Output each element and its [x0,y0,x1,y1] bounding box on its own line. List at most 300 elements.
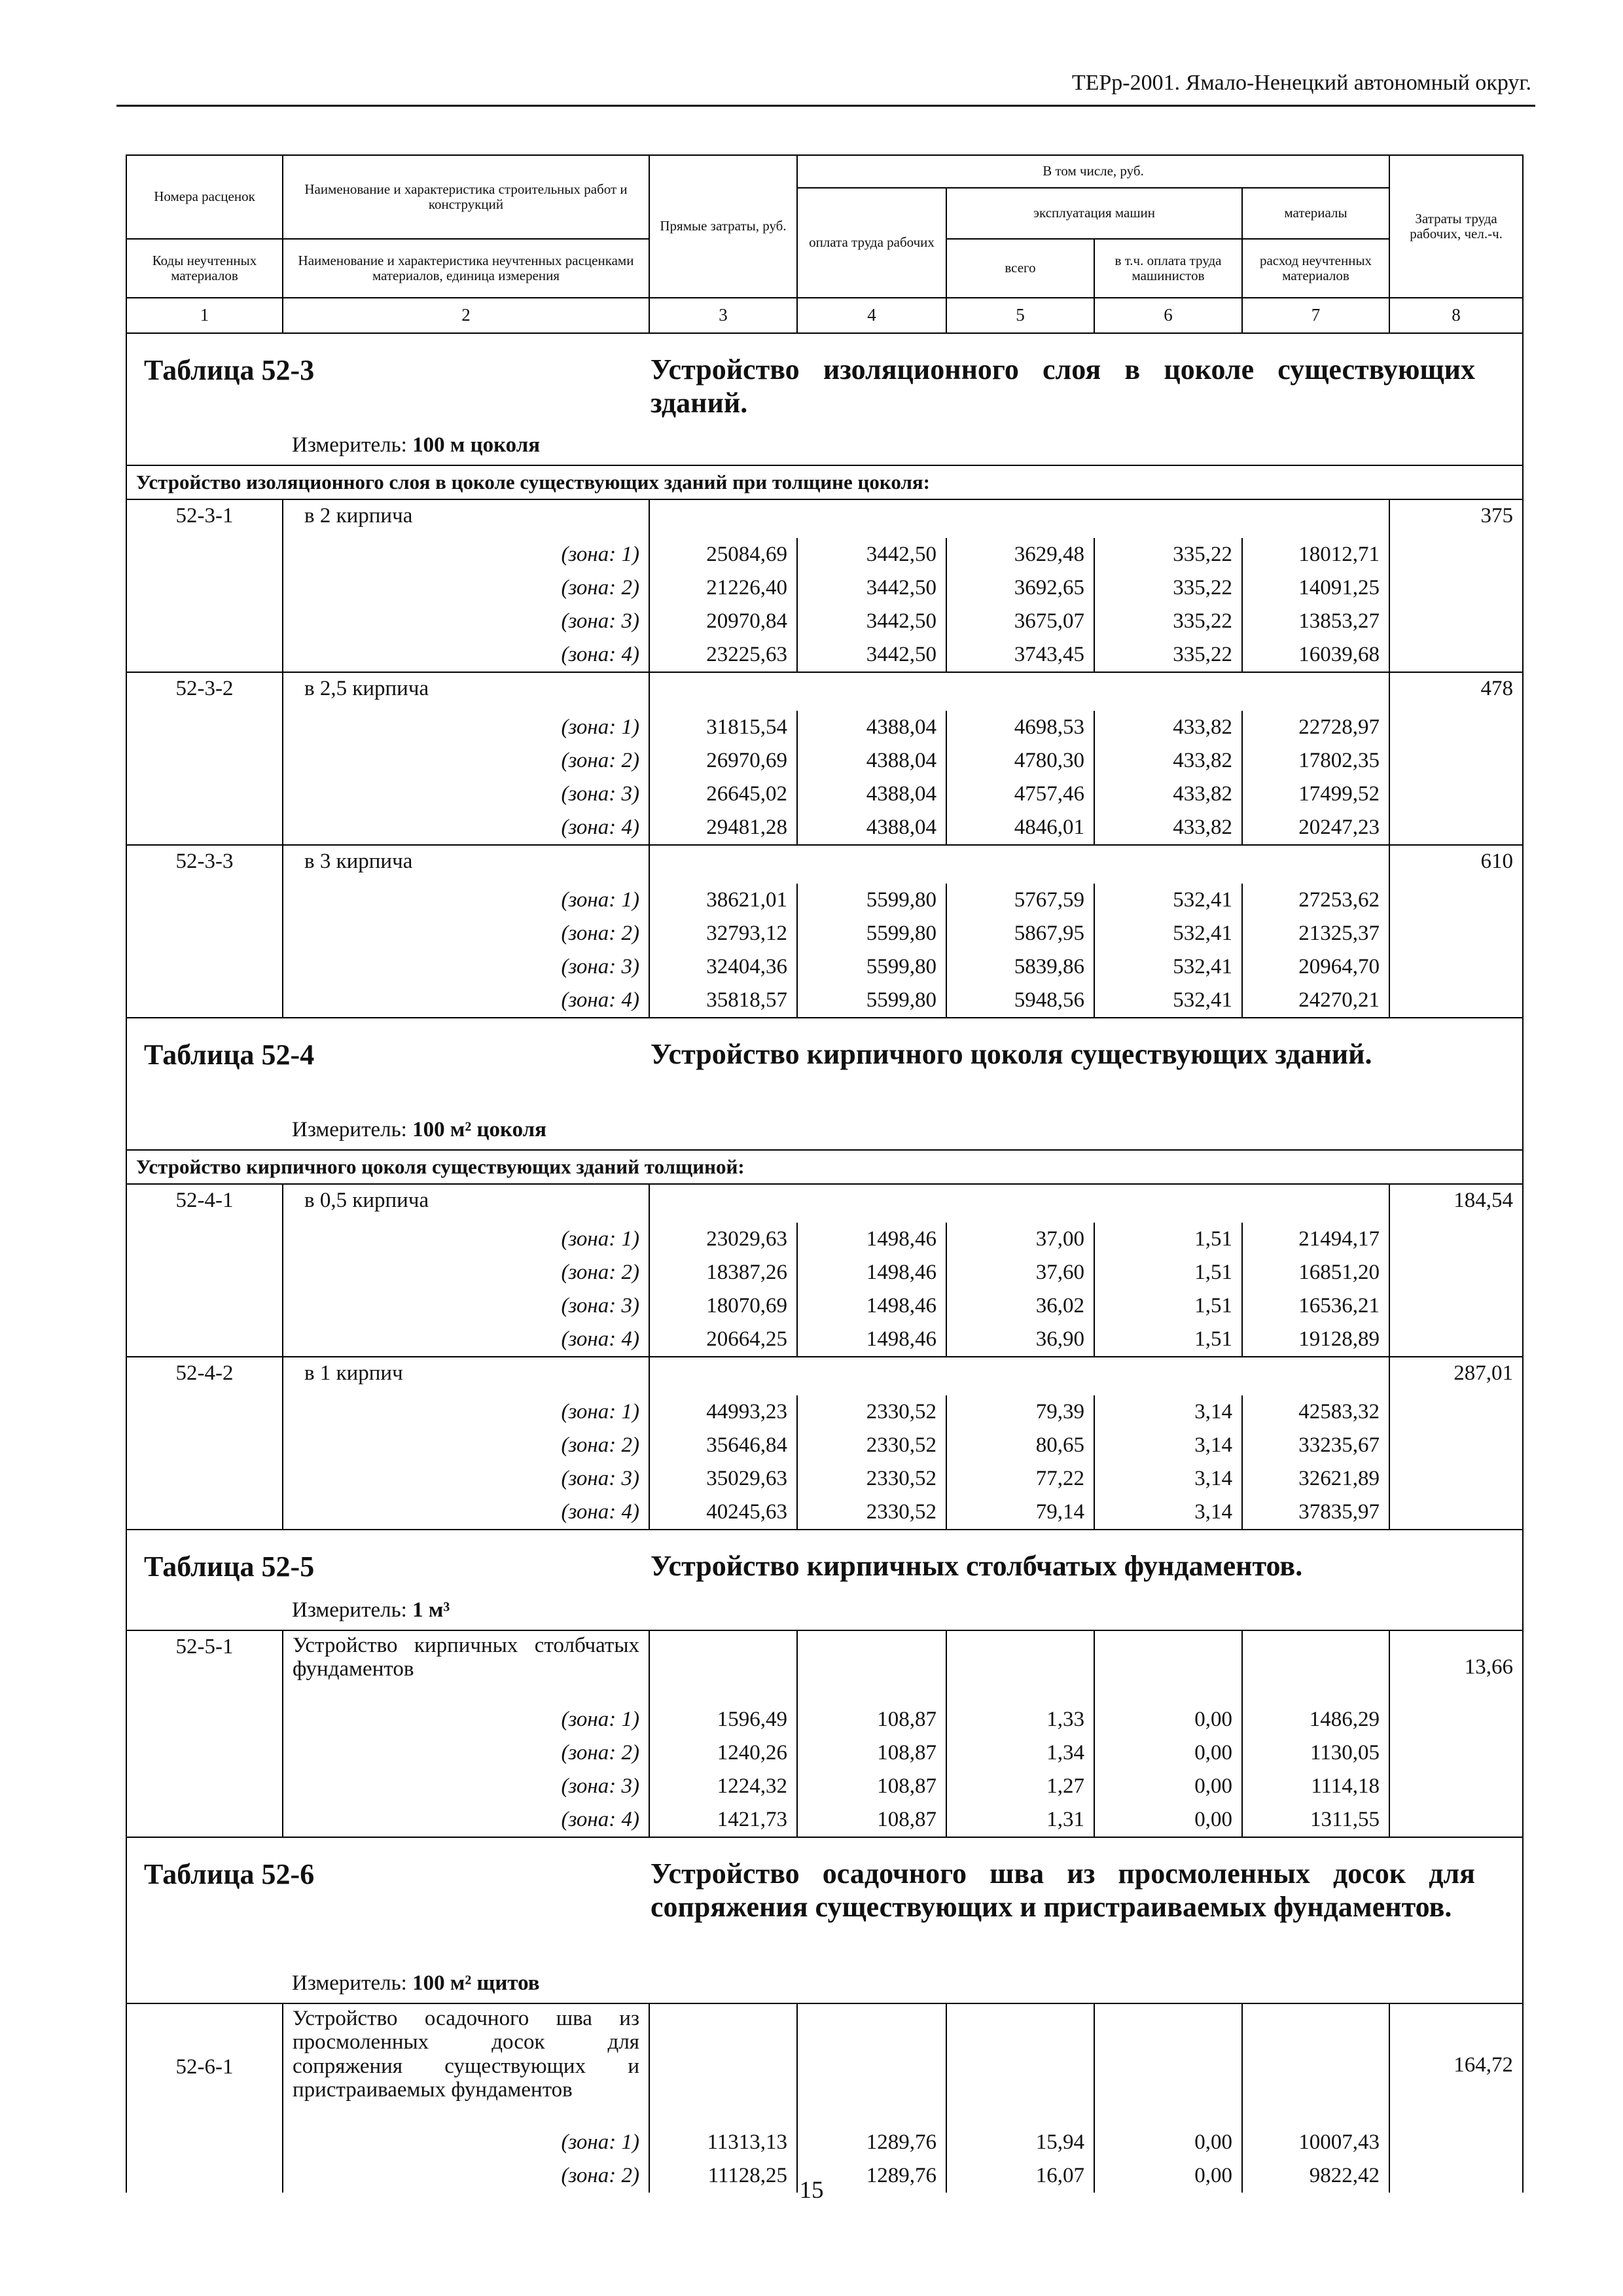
value-mach: 4780,30 [946,744,1094,778]
table-title: Устройство кирпичных столбчатых фундаментов. [651,1550,1303,1582]
zone-code-empty [126,1736,283,1770]
empty-cell [1242,1630,1389,1703]
value-wage: 4388,04 [797,778,946,811]
empty-cell [797,1630,946,1703]
value-mat: 42583,32 [1242,1395,1389,1429]
zone-label: (зона: 4) [283,1323,649,1357]
zone-labor-empty [1389,538,1523,571]
zone-label: (зона: 1) [283,711,649,744]
rates-table [126,154,1524,2193]
unit-value: 100 м цоколя [412,433,541,457]
zone-labor-empty [1389,638,1523,672]
zone-label: (зона: 4) [283,1803,649,1837]
labor-cost: 164,72 [1389,2003,1523,2126]
rate-code: 52-6-1 [126,2003,283,2126]
table-unit [292,433,540,457]
rate-name: Устройство кирпичных столбчатых фундаментов [283,1630,649,1703]
zone-row [126,1256,1523,1289]
value-wage: 3442,50 [797,538,946,571]
value-mach-wage: 532,41 [1094,950,1242,984]
table-unit [292,1118,546,1142]
table-heading-box [127,1530,1522,1630]
zone-labor-empty [1389,917,1523,950]
table-section-heading [126,1837,1523,2003]
value-mach-wage: 3,14 [1094,1429,1242,1462]
value-mach: 1,31 [946,1803,1094,1837]
column-number: 6 [1094,298,1242,333]
empty-cell [797,499,946,538]
value-direct: 20970,84 [649,605,797,638]
zone-label: (зона: 4) [283,984,649,1018]
value-mat: 14091,25 [1242,571,1389,605]
header-including: В том числе, руб. [797,155,1389,188]
value-mach-wage: 433,82 [1094,744,1242,778]
value-direct: 32404,36 [649,950,797,984]
zone-label: (зона: 2) [283,1256,649,1289]
table-number: Таблица 52-3 [144,354,315,386]
table-heading-box [127,1838,1522,2003]
value-direct: 23225,63 [649,638,797,672]
value-wage: 1289,76 [797,2126,946,2159]
value-direct: 25084,69 [649,538,797,571]
zone-code-empty [126,1323,283,1357]
zone-labor-empty [1389,884,1523,917]
value-mach: 4757,46 [946,778,1094,811]
value-wage: 1498,46 [797,1223,946,1256]
unit-value: 1 м³ [412,1598,450,1622]
value-mat: 18012,71 [1242,538,1389,571]
empty-cell [1094,1184,1242,1223]
unit-value: 100 м² щитов [412,1971,540,1995]
zone-row [126,1223,1523,1256]
table-subheading: Устройство кирпичного цоколя существующих зданий толщиной: [126,1150,1523,1184]
zone-labor-empty [1389,1429,1523,1462]
value-mach: 3629,48 [946,538,1094,571]
value-direct: 31815,54 [649,711,797,744]
table-body [126,333,1523,2193]
value-direct: 23029,63 [649,1223,797,1256]
zone-label: (зона: 1) [283,538,649,571]
column-number: 8 [1389,298,1523,333]
value-wage: 2330,52 [797,1429,946,1462]
table-heading-cell [126,333,1523,465]
value-mach: 3692,65 [946,571,1094,605]
empty-cell [1242,499,1389,538]
value-direct: 18070,69 [649,1289,797,1323]
value-mat: 17499,52 [1242,778,1389,811]
header-materials: материалы [1242,188,1389,239]
rate-row [126,1357,1523,1395]
table-unit [292,1971,540,1996]
rate-name: в 0,5 кирпича [283,1184,649,1223]
header-wage: оплата труда рабочих [797,188,946,298]
zone-labor-empty [1389,571,1523,605]
zone-code-empty [126,638,283,672]
labor-cost: 287,01 [1389,1357,1523,1395]
unit-label: Измеритель: [292,433,407,457]
value-mat: 22728,97 [1242,711,1389,744]
value-mach: 5839,86 [946,950,1094,984]
zone-row [126,1462,1523,1496]
table-heading-cell [126,1530,1523,1630]
column-number: 5 [946,298,1094,333]
value-direct: 11313,13 [649,2126,797,2159]
value-mach: 1,33 [946,1703,1094,1736]
value-wage: 2330,52 [797,1462,946,1496]
value-mat: 21494,17 [1242,1223,1389,1256]
value-wage: 5599,80 [797,884,946,917]
table-header [126,155,1523,333]
empty-cell [946,672,1094,711]
zone-row [126,538,1523,571]
value-mat: 37835,97 [1242,1496,1389,1530]
header-materials-uncounted: расход неучтенных материалов [1242,239,1389,298]
empty-cell [1094,845,1242,884]
value-mach: 37,00 [946,1223,1094,1256]
zone-code-empty [126,917,283,950]
value-wage: 5599,80 [797,950,946,984]
table-title: Устройство осадочного шва из просмоленных досок для сопряжения существующих и пристраиваемых фундаментов. [651,1857,1475,1923]
value-mach-wage: 1,51 [1094,1256,1242,1289]
value-mat: 20247,23 [1242,811,1389,845]
zone-row [126,984,1523,1018]
zone-label: (зона: 1) [283,884,649,917]
value-mach: 3675,07 [946,605,1094,638]
zone-code-empty [126,1395,283,1429]
zone-label: (зона: 1) [283,1703,649,1736]
header-machines-total: всего [946,239,1094,298]
unit-label: Измеритель: [292,1118,407,1141]
value-wage: 5599,80 [797,984,946,1018]
rate-row [126,845,1523,884]
zone-labor-empty [1389,1323,1523,1357]
value-mach-wage: 532,41 [1094,917,1242,950]
value-mach-wage: 3,14 [1094,1462,1242,1496]
value-mat: 10007,43 [1242,2126,1389,2159]
empty-cell [1242,845,1389,884]
value-wage: 1289,76 [797,2159,946,2193]
zone-label: (зона: 3) [283,778,649,811]
rate-row [126,1184,1523,1223]
value-mach-wage: 433,82 [1094,711,1242,744]
value-direct: 21226,40 [649,571,797,605]
zone-code-empty [126,744,283,778]
zone-label: (зона: 1) [283,1395,649,1429]
value-direct: 1596,49 [649,1703,797,1736]
table-title: Устройство кирпичного цоколя существующих зданий. [651,1038,1372,1070]
value-wage: 5599,80 [797,917,946,950]
zone-row [126,744,1523,778]
zone-row [126,950,1523,984]
value-mach: 36,02 [946,1289,1094,1323]
labor-cost: 184,54 [1389,1184,1523,1223]
rate-name: в 2 кирпича [283,499,649,538]
value-mach-wage: 335,22 [1094,605,1242,638]
rate-code: 52-5-1 [126,1630,283,1703]
value-mach: 1,34 [946,1736,1094,1770]
value-wage: 1498,46 [797,1256,946,1289]
value-mach: 36,90 [946,1323,1094,1357]
rate-code: 52-3-1 [126,499,283,538]
value-mach-wage: 0,00 [1094,1703,1242,1736]
value-direct: 18387,26 [649,1256,797,1289]
zone-labor-empty [1389,1256,1523,1289]
zone-labor-empty [1389,778,1523,811]
empty-cell [1242,1357,1389,1395]
value-mach-wage: 1,51 [1094,1323,1242,1357]
zone-labor-empty [1389,711,1523,744]
zone-code-empty [126,571,283,605]
empty-cell [946,1184,1094,1223]
value-mat: 9822,42 [1242,2159,1389,2193]
value-direct: 26970,69 [649,744,797,778]
empty-cell [946,2003,1094,2126]
value-mach: 80,65 [946,1429,1094,1462]
header-machines: эксплуатация машин [946,188,1242,239]
value-mach: 5767,59 [946,884,1094,917]
empty-cell [1094,499,1242,538]
value-mach: 15,94 [946,2126,1094,2159]
column-number: 4 [797,298,946,333]
zone-labor-empty [1389,1223,1523,1256]
value-mat: 1130,05 [1242,1736,1389,1770]
running-header: ТЕРр-2001. Ямало-Ненецкий автономный округ. [1071,71,1531,95]
value-mat: 1311,55 [1242,1803,1389,1837]
rate-row [126,499,1523,538]
empty-cell [649,1184,797,1223]
empty-cell [797,672,946,711]
empty-cell [797,1357,946,1395]
zone-row [126,778,1523,811]
header-uncounted-names: Наименование и характеристика неучтенных расценками материалов, единица измерения [283,239,649,298]
labor-cost: 478 [1389,672,1523,711]
rate-name: в 1 кирпич [283,1357,649,1395]
table-section-heading [126,333,1523,465]
unit-label: Измеритель: [292,1971,407,1995]
zone-code-empty [126,711,283,744]
zone-label: (зона: 4) [283,638,649,672]
rate-name: в 2,5 кирпича [283,672,649,711]
zone-label: (зона: 2) [283,1736,649,1770]
rate-code: 52-4-2 [126,1357,283,1395]
empty-cell [1094,672,1242,711]
value-mach: 5948,56 [946,984,1094,1018]
value-mach: 79,14 [946,1496,1094,1530]
labor-cost: 610 [1389,845,1523,884]
value-wage: 4388,04 [797,711,946,744]
empty-cell [649,499,797,538]
empty-cell [649,1357,797,1395]
value-wage: 108,87 [797,1736,946,1770]
zone-code-empty [126,2126,283,2159]
table-subheading-row [126,465,1523,499]
zone-label: (зона: 2) [283,2159,649,2193]
value-wage: 3442,50 [797,605,946,638]
header-direct-costs: Прямые затраты, руб. [649,155,797,298]
value-wage: 3442,50 [797,571,946,605]
rate-code: 52-3-2 [126,672,283,711]
value-mach: 79,39 [946,1395,1094,1429]
value-mach-wage: 335,22 [1094,638,1242,672]
value-wage: 1498,46 [797,1289,946,1323]
empty-cell [946,845,1094,884]
zone-labor-empty [1389,2126,1523,2159]
value-mach-wage: 335,22 [1094,571,1242,605]
zone-label: (зона: 2) [283,1429,649,1462]
zone-code-empty [126,1803,283,1837]
zone-labor-empty [1389,1395,1523,1429]
header-rule [116,105,1535,107]
value-wage: 108,87 [797,1803,946,1837]
value-mach: 5867,95 [946,917,1094,950]
zone-label: (зона: 4) [283,1496,649,1530]
unit-value: 100 м² цоколя [412,1118,547,1141]
value-mach: 37,60 [946,1256,1094,1289]
value-mat: 33235,67 [1242,1429,1389,1462]
zone-label: (зона: 3) [283,1462,649,1496]
zone-row [126,711,1523,744]
zone-code-empty [126,1770,283,1803]
table-section-heading [126,1018,1523,1150]
labor-cost: 375 [1389,499,1523,538]
value-direct: 35818,57 [649,984,797,1018]
value-mach-wage: 433,82 [1094,778,1242,811]
value-direct: 35646,84 [649,1429,797,1462]
value-wage: 2330,52 [797,1395,946,1429]
value-mach-wage: 1,51 [1094,1289,1242,1323]
unit-label: Измеритель: [292,1598,407,1622]
column-number: 1 [126,298,283,333]
value-direct: 1224,32 [649,1770,797,1803]
zone-labor-empty [1389,744,1523,778]
header-machines-wage: в т.ч. оплата труда машинистов [1094,239,1242,298]
empty-cell [1094,1357,1242,1395]
zone-code-empty [126,605,283,638]
value-mach-wage: 0,00 [1094,2159,1242,2193]
rate-code: 52-3-3 [126,845,283,884]
value-mach-wage: 532,41 [1094,984,1242,1018]
value-wage: 108,87 [797,1770,946,1803]
zone-row [126,1323,1523,1357]
column-number: 2 [283,298,649,333]
value-mach-wage: 433,82 [1094,811,1242,845]
table-number: Таблица 52-5 [144,1551,315,1583]
zone-labor-empty [1389,984,1523,1018]
rate-name: Устройство осадочного шва из просмоленных досок для сопряжения существующих и пристраиваемых фундаментов [283,2003,649,2126]
page-number: 15 [799,2177,824,2204]
value-mach: 4846,01 [946,811,1094,845]
value-mat: 21325,37 [1242,917,1389,950]
rate-name: в 3 кирпича [283,845,649,884]
zone-row [126,1770,1523,1803]
empty-cell [1242,2003,1389,2126]
value-mach: 16,07 [946,2159,1094,2193]
table-number: Таблица 52-4 [144,1039,315,1071]
header-labor: Затраты труда рабочих, чел.-ч. [1389,155,1523,298]
rate-row [126,1630,1523,1703]
value-wage: 2330,52 [797,1496,946,1530]
table-unit [292,1598,450,1623]
zone-row [126,1429,1523,1462]
table-heading-box [127,334,1522,465]
value-wage: 1498,46 [797,1323,946,1357]
value-wage: 3442,50 [797,638,946,672]
rate-code: 52-4-1 [126,1184,283,1223]
value-mat: 20964,70 [1242,950,1389,984]
zone-labor-empty [1389,1803,1523,1837]
zone-code-empty [126,950,283,984]
empty-cell [1094,1630,1242,1703]
zone-row [126,1803,1523,1837]
zone-label: (зона: 1) [283,1223,649,1256]
empty-cell [946,1630,1094,1703]
table-title: Устройство изоляционного слоя в цоколе существующих зданий. [651,353,1475,419]
value-direct: 20664,25 [649,1323,797,1357]
zone-row [126,811,1523,845]
value-mach-wage: 1,51 [1094,1223,1242,1256]
table-number: Таблица 52-6 [144,1858,315,1890]
zone-code-empty [126,884,283,917]
value-wage: 4388,04 [797,744,946,778]
value-mach: 77,22 [946,1462,1094,1496]
zone-row [126,605,1523,638]
zone-labor-empty [1389,1462,1523,1496]
value-mat: 16851,20 [1242,1256,1389,1289]
rate-row [126,672,1523,711]
value-mach-wage: 3,14 [1094,1496,1242,1530]
value-wage: 4388,04 [797,811,946,845]
value-mach-wage: 0,00 [1094,1770,1242,1803]
value-mach: 1,27 [946,1770,1094,1803]
empty-cell [946,499,1094,538]
value-mach: 3743,45 [946,638,1094,672]
zone-labor-empty [1389,1736,1523,1770]
zone-row [126,884,1523,917]
value-direct: 40245,63 [649,1496,797,1530]
value-direct: 35029,63 [649,1462,797,1496]
empty-cell [1242,672,1389,711]
value-direct: 29481,28 [649,811,797,845]
zone-code-empty [126,1496,283,1530]
table-subheading-row [126,1150,1523,1184]
value-direct: 11128,25 [649,2159,797,2193]
value-mat: 27253,62 [1242,884,1389,917]
zone-label: (зона: 3) [283,950,649,984]
value-mach: 4698,53 [946,711,1094,744]
value-mat: 32621,89 [1242,1462,1389,1496]
empty-cell [946,1357,1094,1395]
zone-row [126,917,1523,950]
value-mach-wage: 0,00 [1094,2126,1242,2159]
empty-cell [649,2003,797,2126]
table-section-heading [126,1530,1523,1630]
zone-row [126,2126,1523,2159]
price-table [126,154,1522,2193]
zone-code-empty [126,1223,283,1256]
empty-cell [797,1184,946,1223]
empty-cell [649,845,797,884]
zone-code-empty [126,1462,283,1496]
empty-cell [649,1630,797,1703]
column-number: 3 [649,298,797,333]
value-mat: 1486,29 [1242,1703,1389,1736]
zone-label: (зона: 3) [283,605,649,638]
value-mach-wage: 0,00 [1094,1803,1242,1837]
zone-code-empty [126,538,283,571]
value-mat: 17802,35 [1242,744,1389,778]
zone-row [126,1736,1523,1770]
table-heading-cell [126,1837,1523,2003]
